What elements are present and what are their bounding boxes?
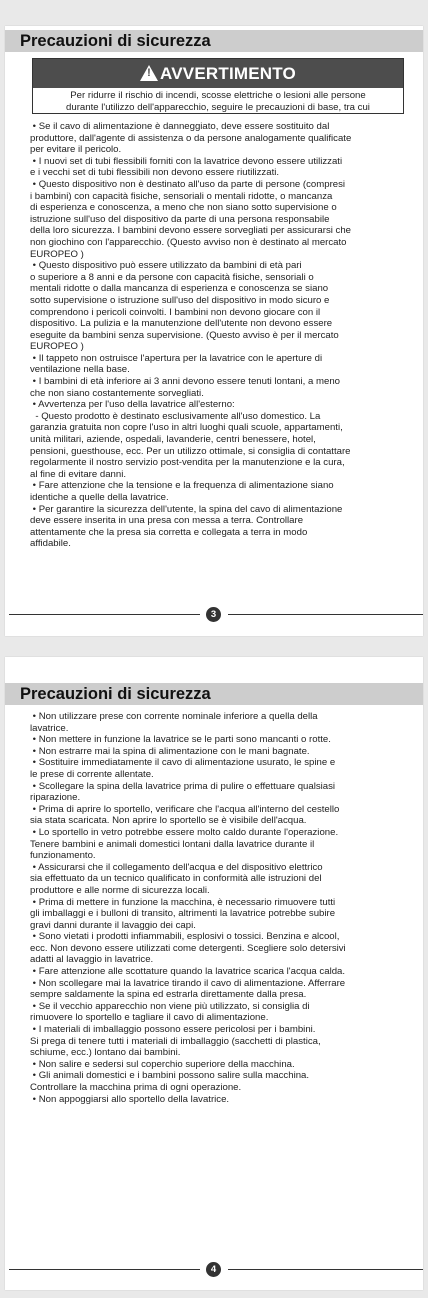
instruction-line: dispositivo. La pulizia e la manutenzione dell'utente non devono essere — [30, 318, 333, 330]
page-title: Precauzioni di sicurezza — [20, 32, 211, 50]
instruction-line: • Non salire e sedersi sul coperchio superiore della macchina. — [30, 1058, 295, 1070]
instruction-line: • Non estrarre mai la spina di alimentazione con le mani bagnate. — [30, 745, 310, 757]
footer-rule-left — [9, 1269, 200, 1270]
instruction-line: • Se il cavo di alimentazione è danneggiato, deve essere sostituito dal — [30, 121, 330, 132]
instruction-line: Tenere bambini e animali domestici lontani dalla lavatrice durante il — [30, 838, 315, 850]
instruction-line: gli imballaggi e i bulloni di transito, altrimenti la lavatrice potrebbe subire — [30, 908, 336, 920]
instruction-line: non giochino con l'apparecchio. (Questo avviso non è destinato al mercato — [30, 236, 347, 248]
page-footer — [5, 1262, 423, 1278]
instruction-line: • Sono vietati i prodotti infiammabili, esplosivi o tossici. Benzina e alcool, — [30, 931, 340, 943]
instruction-line: deve essere inserita in una presa con messa a terra. Controllare — [30, 515, 304, 527]
manual-page-4 — [5, 657, 423, 1290]
instruction-line: attentamente che la presa sia corretta e collegata a terra in modo — [30, 526, 308, 538]
instruction-line: che non siano costantemente sorvegliati. — [30, 387, 204, 399]
instruction-line: adatti al lavaggio in lavatrice. — [30, 954, 154, 966]
instruction-line: comprendono i pericoli coinvolti. I bambini non devono giocare con il — [30, 306, 321, 318]
instruction-line: sotto supervisione o istruzione sull'uso del dispositivo in modo sicuro e — [30, 294, 330, 306]
instruction-line: • Non appoggiarsi allo sportello della lavatrice. — [30, 1093, 230, 1105]
instruction-line: garanzia gratuita non copre l'uso in altri luoghi quali scuole, appartamenti, — [30, 422, 343, 434]
instruction-line: • Prima di mettere in funzione la macchina, è necessario rimuovere tutti — [30, 896, 336, 908]
safety-instructions-text — [30, 711, 415, 1105]
instruction-line: eseguite da bambini senza supervisione. (Questo avviso è per il mercato — [30, 329, 339, 341]
instruction-line: schiume, ecc.) lontano dai bambini. — [30, 1047, 181, 1059]
instruction-line: mentali ridotte o dalla mancanza di esperienza e conoscenza se siano — [30, 283, 329, 295]
instruction-line: lavatrice. — [30, 722, 69, 734]
instruction-line: le prese di corrente allentate. — [30, 768, 154, 780]
instruction-line: ventilazione nella base. — [30, 364, 130, 376]
manual-page-3 — [5, 26, 423, 636]
section-title-bar — [5, 683, 423, 705]
footer-rule-left — [9, 614, 200, 615]
instruction-line: • Questo dispositivo non è destinato all'uso da parte di persone (compresi — [30, 178, 346, 190]
instruction-line: unità militari, aziende, ospedali, lavanderie, centri benessere, hotel, — [30, 434, 316, 446]
warning-header — [33, 59, 403, 88]
page-number-badge: 4 — [206, 1262, 221, 1277]
instruction-line: sia effettuato da un tecnico qualificato in conformità alle istruzioni del — [30, 873, 322, 885]
section-title-bar — [5, 30, 423, 52]
instruction-line: • Fare attenzione che la tensione e la frequenza di alimentazione siano — [30, 480, 334, 492]
instruction-line: pensioni, guesthouse, ecc. Per un utilizzo ottimale, si consiglia di contattare — [30, 445, 351, 457]
instruction-line: • I bambini di età inferiore ai 3 anni devono essere tenuti lontani, a meno — [30, 376, 341, 388]
instruction-line: sempre saldamente la spina ed estrarla direttamente dalla presa. — [30, 989, 307, 1001]
page-title: Precauzioni di sicurezza — [20, 685, 211, 703]
instruction-line: o superiore a 8 anni e da persone con capacità fisiche, sensoriali o — [30, 271, 314, 283]
instruction-line: produttore e alle norme di sicurezza locali. — [30, 884, 210, 896]
page-number-badge: 3 — [206, 607, 221, 622]
warning-triangle-icon: ! — [140, 65, 158, 81]
instruction-line: Si prega di tenere tutti i materiali di imballaggio (sacchetti di plastica, — [30, 1035, 321, 1047]
instruction-line: identiche a quelle della lavatrice. — [30, 492, 169, 503]
instruction-line: • Il tappeto non ostruisce l'apertura per la lavatrice con le aperture di — [30, 352, 323, 364]
instruction-line: Controllare la macchina prima di ogni operazione. — [30, 1082, 242, 1093]
instruction-line: i bambini) con capacità fisiche, sensoriali o mentali ridotte, o mancanza — [30, 190, 333, 202]
instruction-line: • Scollegare la spina della lavatrice prima di pulire o effettuare qualsiasi — [30, 780, 336, 792]
instruction-line: • Per garantire la sicurezza dell'utente, la spina del cavo di alimentazione — [30, 503, 343, 515]
instruction-line: • Avvertenza per l'uso della lavatrice all'esterno: — [30, 399, 235, 411]
warning-text-line: durante l'utilizzo dell'apparecchio, seguire le precauzioni di base, tra cui — [66, 102, 370, 113]
instruction-line: rimuovere lo sportello e tagliare il cavo di alimentazione. — [30, 1012, 269, 1024]
instruction-line: • Questo dispositivo può essere utilizzato da bambini di età pari — [30, 260, 302, 272]
instruction-line: • Lo sportello in vetro potrebbe essere molto caldo durante l'operazione. — [30, 826, 339, 838]
instruction-line: • Fare attenzione alle scottature quando la lavatrice scarica l'acqua calda. — [30, 966, 346, 978]
instruction-line: • Se il vecchio apparecchio non viene più utilizzato, si consiglia di — [30, 1000, 310, 1012]
instruction-line: • Sostituire immediatamente il cavo di alimentazione usurato, le spine e — [30, 757, 336, 769]
instruction-line: • Prima di aprire lo sportello, verificare che l'acqua all'interno del cestello — [30, 803, 340, 815]
instruction-line: gravi danni durante il lavaggio dei capi. — [30, 919, 196, 931]
instruction-line: • Non utilizzare prese con corrente nominale inferiore a quella della — [30, 711, 318, 722]
footer-rule-right — [228, 614, 423, 615]
instruction-line: ecc. Non devono essere utilizzati come detergenti. Scegliere solo detersivi — [30, 942, 346, 954]
instruction-line: • I nuovi set di tubi flessibili forniti con la lavatrice devono essere utilizzati — [30, 155, 343, 167]
instruction-line: EUROPEO ) — [30, 248, 84, 260]
instruction-line: affidabile. — [30, 538, 71, 550]
instruction-line: funzionamento. — [30, 850, 96, 862]
warning-text — [33, 88, 403, 114]
instruction-line: regolarmente il nostro servizio post-vendita per la manutenzione e la cura, — [30, 457, 345, 469]
warning-box — [32, 58, 404, 114]
instruction-line: al fine di evitare danni. — [30, 468, 126, 480]
instruction-line: • Assicurarsi che il collegamento dell'acqua e del dispositivo elettrico — [30, 861, 323, 873]
footer-rule-right — [228, 1269, 423, 1270]
instruction-line: di esperienza e conoscenza, a meno che non siano sotto supervisione o — [30, 202, 337, 214]
instruction-line: riparazione. — [30, 792, 81, 804]
warning-header-label: AVVERTIMENTO — [160, 64, 296, 83]
instruction-line: • Gli animali domestici e i bambini possono salire sulla macchina. — [30, 1070, 310, 1082]
page-footer — [5, 607, 423, 623]
instruction-line: della loro sicurezza. I bambini devono essere sorvegliati per assicurarsi che — [30, 225, 352, 237]
warning-text-line: Per ridurre il rischio di incendi, scosse elettriche o lesioni alle persone — [70, 90, 366, 101]
instruction-line: produttore, dall'agente di assistenza o da persone analogamente qualificate — [30, 132, 352, 144]
safety-instructions-text — [30, 121, 415, 550]
instruction-line: EUROPEO ) — [30, 341, 84, 353]
instruction-line: istruzione sull'uso del dispositivo da parte di una persona responsabile — [30, 213, 330, 225]
instruction-line: • I materiali di imballaggio possono essere pericolosi per i bambini. — [30, 1024, 316, 1036]
instruction-line: per evitare il pericolo. — [30, 144, 122, 156]
instruction-line: e i vecchi set di tubi flessibili non devono essere riutilizzati. — [30, 167, 280, 179]
instruction-line: sia stata scaricata. Non aprire lo sportello se è visibile dell'acqua. — [30, 815, 307, 827]
instruction-line: • Non scollegare mai la lavatrice tirando il cavo di alimentazione. Afferrare — [30, 977, 346, 989]
instruction-line: - Questo prodotto è destinato esclusivamente all'uso domestico. La — [30, 410, 321, 422]
instruction-line: • Non mettere in funzione la lavatrice se le parti sono mancanti o rotte. — [30, 734, 331, 746]
